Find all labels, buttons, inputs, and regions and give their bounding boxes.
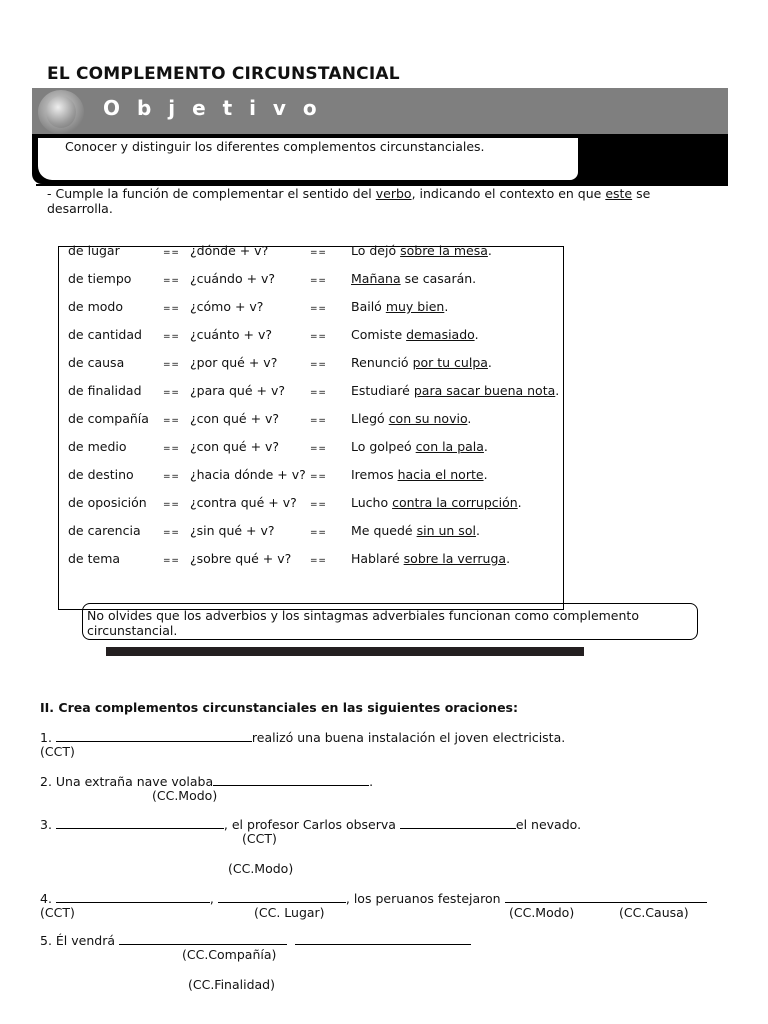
complement-example	[351, 523, 480, 538]
complement-example	[351, 383, 559, 398]
example-underlined: sobre la verruga	[403, 551, 507, 566]
complement-type: de finalidad	[68, 383, 142, 398]
complement-example	[351, 299, 448, 314]
example-post: .	[506, 551, 511, 566]
arrow-symbol: = =	[163, 500, 178, 510]
exercise-5-text: 5. Él vendrá	[40, 933, 119, 948]
exercise-3	[40, 816, 581, 832]
complement-question: ¿cuánto + v?	[190, 327, 273, 342]
complement-question: ¿con qué + v?	[190, 411, 280, 426]
arrow-symbol: = =	[163, 248, 178, 258]
exercise-3-label-2: (CC.Modo)	[228, 861, 294, 876]
complement-type: de tema	[68, 551, 121, 566]
arrow-symbol: = =	[310, 444, 325, 454]
complement-type: de tiempo	[68, 271, 132, 286]
exercise-4-blank-2[interactable]	[218, 890, 346, 903]
arrow-symbol: = =	[163, 556, 178, 566]
arrow-symbol: = =	[163, 528, 178, 538]
example-post: .	[555, 383, 560, 398]
example-underlined: sobre la mesa	[400, 243, 488, 258]
complement-question: ¿contra qué + v?	[190, 495, 297, 510]
complement-question: ¿cuándo + v?	[190, 271, 276, 286]
table-row	[0, 523, 700, 543]
table-row	[0, 271, 700, 291]
example-post: .	[487, 243, 492, 258]
example-post: .	[444, 299, 449, 314]
complement-type: de carencia	[68, 523, 141, 538]
complement-type: de destino	[68, 467, 134, 482]
exercise-4-label-3: (CC.Modo)	[509, 905, 575, 920]
example-pre: Lo golpeó	[351, 439, 416, 454]
exercise-3-number: 3.	[40, 817, 52, 832]
example-post: .	[467, 411, 472, 426]
table-row	[0, 355, 700, 375]
exercise-2-blank[interactable]	[213, 773, 369, 786]
complement-example	[351, 327, 479, 342]
example-underlined: por tu culpa	[412, 355, 488, 370]
example-underlined: contra la corrupción	[392, 495, 518, 510]
table-row	[0, 383, 700, 403]
exercise-4-label-1: (CCT)	[40, 905, 75, 920]
complement-question: ¿para qué + v?	[190, 383, 286, 398]
exercise-4-label-4: (CC.Causa)	[619, 905, 689, 920]
example-underlined: hacia el norte	[397, 467, 484, 482]
exercise-4-label-2: (CC. Lugar)	[254, 905, 325, 920]
example-post: se casarán.	[400, 271, 477, 286]
example-post: .	[517, 495, 522, 510]
example-underlined: con la pala	[415, 439, 484, 454]
intro-paragraph	[47, 186, 707, 216]
exercise-3-label-1: (CCT)	[242, 831, 277, 846]
example-underlined: Mañana	[351, 271, 401, 286]
exercise-2	[40, 773, 373, 789]
complement-example	[351, 411, 471, 426]
complement-question: ¿sobre qué + v?	[190, 551, 292, 566]
example-pre: Hablaré	[351, 551, 404, 566]
exercise-2-end: .	[369, 774, 374, 789]
complement-type: de oposición	[68, 495, 147, 510]
arrow-symbol: = =	[310, 388, 325, 398]
table-row	[0, 551, 700, 571]
exercise-3-blank-1[interactable]	[56, 816, 224, 829]
exercise-1-label: (CCT)	[40, 744, 75, 759]
intro-suffix: se desarrolla.	[47, 186, 651, 216]
complement-question: ¿cómo + v?	[190, 299, 264, 314]
arrow-symbol: = =	[163, 388, 178, 398]
table-row	[0, 411, 700, 431]
arrow-symbol: = =	[310, 416, 325, 426]
exercise-3-end: el nevado.	[515, 817, 582, 832]
complement-question: ¿con qué + v?	[190, 439, 280, 454]
arrow-symbol: = =	[163, 304, 178, 314]
intro-word-este: este	[605, 186, 633, 201]
table-row	[0, 243, 700, 263]
exercise-4-comma: ,	[209, 891, 214, 906]
separator-bar	[106, 647, 584, 656]
exercise-2-label: (CC.Modo)	[152, 788, 218, 803]
complement-type: de compañía	[68, 411, 149, 426]
exercise-4	[40, 890, 707, 906]
arrow-symbol: = =	[163, 472, 178, 482]
example-pre: Lo dejó	[351, 243, 401, 258]
exercise-5-label-2: (CC.Finalidad)	[188, 977, 275, 992]
arrow-symbol: = =	[310, 332, 325, 342]
arrow-symbol: = =	[163, 332, 178, 342]
exercise-2-text: 2. Una extraña nave volaba	[40, 774, 214, 789]
exercise-4-blank-3[interactable]	[505, 890, 707, 903]
table-row	[0, 467, 700, 487]
arrow-symbol: = =	[310, 248, 325, 258]
example-underlined: demasiado	[406, 327, 475, 342]
objective-heading: O b j e t i v o	[103, 96, 322, 120]
section-title: II. Crea complementos circunstanciales en las siguientes oraciones:	[40, 700, 518, 715]
example-pre: Comiste	[351, 327, 407, 342]
arrow-symbol: = =	[310, 360, 325, 370]
table-row	[0, 327, 700, 347]
exercise-4-number: 4.	[40, 891, 52, 906]
example-pre: Iremos	[351, 467, 398, 482]
objective-disc-icon	[38, 90, 84, 134]
complement-type: de modo	[68, 299, 124, 314]
exercise-4-mid: , los peruanos festejaron	[345, 891, 505, 906]
exercise-1-blank[interactable]	[56, 729, 252, 742]
example-post: .	[483, 467, 488, 482]
arrow-symbol: = =	[310, 500, 325, 510]
example-post: .	[474, 327, 479, 342]
example-pre: Bailó	[351, 299, 386, 314]
example-pre: Estudiaré	[351, 383, 414, 398]
table-row	[0, 495, 700, 515]
table-row	[0, 299, 700, 319]
page-title: EL COMPLEMENTO CIRCUNSTANCIAL	[47, 64, 400, 84]
arrow-symbol: = =	[310, 304, 325, 314]
complement-type: de causa	[68, 355, 125, 370]
example-post: .	[483, 439, 488, 454]
complement-question: ¿sin qué + v?	[190, 523, 275, 538]
exercise-5-blank-2[interactable]	[295, 932, 471, 945]
table-row	[0, 439, 700, 459]
arrow-symbol: = =	[163, 360, 178, 370]
complement-question: ¿por qué + v?	[190, 355, 278, 370]
complement-type: de cantidad	[68, 327, 142, 342]
arrow-symbol: = =	[310, 528, 325, 538]
arrow-symbol: = =	[163, 444, 178, 454]
complement-type: de lugar	[68, 243, 120, 258]
exercise-1-text: realizó una buena instalación el joven electricista.	[251, 730, 566, 745]
exercise-3-blank-2[interactable]	[400, 816, 516, 829]
complement-example	[351, 243, 492, 258]
arrow-symbol: = =	[163, 416, 178, 426]
intro-word-verbo: verbo	[375, 186, 412, 201]
example-underlined: muy bien	[385, 299, 445, 314]
exercise-5	[40, 932, 471, 948]
complement-example	[351, 439, 488, 454]
exercise-1	[40, 729, 565, 745]
complement-example	[351, 495, 522, 510]
example-pre: Me quedé	[351, 523, 417, 538]
complement-question: ¿dónde + v?	[190, 243, 269, 258]
example-pre: Lucho	[351, 495, 393, 510]
example-post: .	[487, 355, 492, 370]
example-underlined: sin un sol	[416, 523, 476, 538]
objective-text: Conocer y distinguir los diferentes complementos circunstanciales.	[65, 139, 485, 154]
complement-example	[351, 271, 476, 286]
complement-question: ¿hacia dónde + v?	[190, 467, 306, 482]
example-pre: Llegó	[351, 411, 389, 426]
complement-example	[351, 355, 492, 370]
complement-example	[351, 551, 510, 566]
intro-middle: , indicando el contexto en que	[411, 186, 606, 201]
exercise-5-label-1: (CC.Compañía)	[182, 947, 277, 962]
complement-example	[351, 467, 488, 482]
intro-prefix: - Cumple la función de complementar el sentido del	[47, 186, 376, 201]
note-text: No olvides que los adverbios y los sintagmas adverbiales funcionan como complemento circunstancial.	[87, 608, 639, 638]
exercise-5-blank-1[interactable]	[119, 932, 287, 945]
arrow-symbol: = =	[310, 556, 325, 566]
exercise-1-number: 1.	[40, 730, 52, 745]
exercise-4-blank-1[interactable]	[56, 890, 210, 903]
example-post: .	[475, 523, 480, 538]
arrow-symbol: = =	[310, 276, 325, 286]
example-pre: Renunció	[351, 355, 413, 370]
arrow-symbol: = =	[163, 276, 178, 286]
arrow-symbol: = =	[310, 472, 325, 482]
exercise-3-mid: , el profesor Carlos observa	[223, 817, 400, 832]
example-underlined: para sacar buena nota	[413, 383, 556, 398]
example-underlined: con su novio	[388, 411, 468, 426]
complement-type: de medio	[68, 439, 127, 454]
